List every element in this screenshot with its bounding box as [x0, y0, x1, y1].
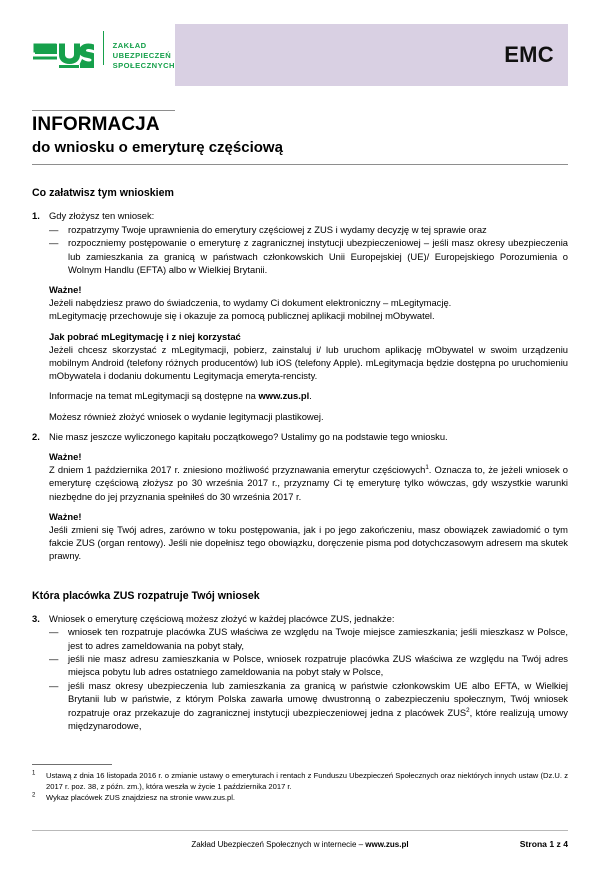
info-link-line [49, 389, 568, 402]
dash-marker: — [49, 680, 59, 692]
institution-line-1: ZAKŁAD [112, 40, 147, 50]
numbered-item-2 [32, 430, 568, 563]
important-label: Ważne! [49, 284, 82, 296]
list-item-text: rozpoczniemy postępowanie o emeryturę z zagranicznej instytucji ubezpieczeniowej – jeśli masz okresy ubezpieczenia lub zamieszkania za granicą w państwach członkowskich Unii Europejskiej (UE)/ Europejskiego Porozumienia o Wolnym Handlu (EFTA) albo w Wielkiej Brytanii. [68, 237, 568, 275]
footnote-item [32, 771, 568, 792]
form-code-band [175, 24, 568, 86]
footnote-number-text: 2 [32, 792, 36, 799]
footer-website-link[interactable]: www.zus.pl [365, 840, 409, 849]
important-line-1: Jeżeli nabędziesz prawo do świadczenia, to wydamy Ci dokument elektroniczny – mLegitymację. [49, 297, 452, 309]
document-page [0, 24, 600, 873]
footnote-number [32, 793, 46, 804]
numbered-item-1 [32, 209, 568, 423]
section-heading-what: Co załatwisz tym wnioskiem [32, 187, 174, 199]
dash-marker: — [49, 237, 59, 249]
list-item-text: rozpatrzymy Twoje uprawnienia do emerytury częściowej z ZUS i wydamy decyzję w tej sprawie oraz [68, 223, 487, 235]
list-item [49, 652, 568, 678]
document-header [32, 24, 568, 86]
footnote-separator-rule [32, 764, 112, 765]
list-item-text: wniosek ten rozpatruje placówka ZUS właściwa ze względu na Twoje miejsce zamieszkania; jeśli mieszkasz w Polsce, jest to adres zameldowania na pobyt stały, [68, 626, 568, 651]
section-heading-which-office: Która placówka ZUS rozpatruje Twój wniosek [32, 589, 260, 602]
title-block [32, 114, 568, 165]
item-1-body [49, 209, 568, 423]
page-subtitle: do wniosku o emeryturę częściową [32, 139, 283, 156]
howto-note [49, 330, 568, 383]
important-line-2: mLegitymację przechowuje się i okazuje za pomocą publicznej aplikacji mobilnej mObywatel. [49, 310, 435, 322]
item-3-number: 3. [32, 612, 40, 624]
item-3-bullet-list [49, 625, 568, 732]
footnote-marker-1: 1 [425, 464, 429, 472]
list-item-text: jeśli nie masz adresu zamieszkania w Polsce, wniosek rozpatruje placówka ZUS właściwa ze względu na Twój adres miejsca pobytu lub adres ostatniego zameldowania na pobyt stały w Polsce, [68, 653, 568, 678]
footer-row [32, 838, 568, 851]
item-3-body [49, 612, 568, 732]
page-title: INFORMACJA [32, 114, 160, 135]
footer-prefix: Zakład Ubezpieczeń Społecznych w internecie – [191, 840, 366, 849]
footnote-number-text: 1 [32, 770, 36, 777]
title-divider-rule [32, 164, 568, 165]
header-divider-rule [32, 110, 175, 111]
important-label: Ważne! [49, 451, 82, 463]
item-2-body [49, 430, 568, 563]
footnote-text: Ustawą z dnia 16 listopada 2016 r. o zmianie ustawy o emeryturach i rentach z Funduszu Ubezpieczeń Społecznych oraz niektórych innych ustaw (Dz.U. z 2017 r. poz. 38, z późn. zm.), która weszła w życie 1 października 2017 r. [46, 771, 568, 791]
important-2a-prefix: Z dniem 1 października 2017 r. zniesiono możliwość przyznawania emerytur częściowych [49, 464, 426, 476]
item-1-lead: Gdy złożysz ten wniosek: [49, 210, 155, 221]
important-text-2a [49, 463, 568, 503]
document-body [32, 186, 568, 732]
important-note-1 [49, 283, 568, 323]
important-2a-suffix: . Oznacza to, że jeżeli wniosek o emeryturę częściową złożysz po 30 września 2017 r., przyznamy Ci tę emeryturę tylko wówczas, gdy wszystkie warunki niezbędne do jej przyznania spełniłeś do 30 września 2017 r. [49, 464, 568, 502]
numbered-item-3 [32, 612, 568, 732]
howto-label: Jak pobrać mLegitymację i z niej korzystać [49, 330, 241, 342]
footnotes-block [32, 764, 568, 805]
list-item [49, 679, 568, 732]
institution-line-2: UBEZPIECZEŃ [112, 50, 172, 60]
important-note-2b [49, 510, 568, 563]
important-label: Ważne! [49, 510, 82, 522]
list-item [49, 223, 568, 236]
list-item-text [68, 679, 568, 732]
info-link-suffix: . [309, 390, 312, 402]
page-footer [32, 830, 568, 851]
logo-divider [103, 31, 104, 65]
item-3-lead: Wniosek o emeryturę częściową możesz złożyć w każdej placówce ZUS, jednakże: [49, 612, 395, 624]
item-2-lead: Nie masz jeszcze wyliczonego kapitału początkowego? Ustalimy go na podstawie tego wniosku. [49, 430, 448, 442]
zus-website-link[interactable]: www.zus.pl [258, 390, 310, 402]
zus-logo-block [32, 24, 175, 86]
footnote-item [32, 793, 568, 804]
institution-name [113, 41, 175, 72]
item-2-number: 2. [32, 430, 40, 442]
dash-marker: — [49, 653, 59, 665]
important-note-2a [49, 450, 568, 503]
zus-logo-icon [32, 41, 94, 71]
bullet-3-suffix: , które realizują umowy międzynarodowe, [68, 706, 568, 731]
institution-line-3: SPOŁECZNYCH [112, 61, 175, 71]
dash-marker: — [49, 626, 59, 638]
page-number: Strona 1 z 4 [519, 839, 568, 849]
dash-marker: — [49, 223, 59, 235]
bullet-3-prefix: jeśli masz okresy ubezpieczenia lub zamieszkania za granicą w państwie członkowskim UE albo EFTA, w Wielkiej Brytanii lub w państwie, z którym Polska zawarła umowę dwustronną o zabezpieczeniu społecznym, Twój wniosek rozpatruje oraz przekazuje do zagranicznej instytucji ubezpieczeniowej jedna z placówek ZUS [68, 680, 568, 718]
list-item [49, 625, 568, 651]
howto-text: Jeżeli chcesz skorzystać z mLegitymacji, pobierz, zainstaluj i/ lub uruchom aplikację mObywatel w swoim urządzeniu mobilnym Android (telefony różnych producentów) lub iOS (telefony Apple). mLegitymacja będzie dostępna po uruchomieniu mObywatela i dodaniu dokumentu Legitymacja emeryta-rencisty. [49, 343, 568, 382]
footnote-marker-2: 2 [466, 706, 470, 714]
important-text-2b: Jeśli zmieni się Twój adres, zarówno w toku postępowania, jak i po jego zakończeniu, masz obowiązek zawiadomić o tym fakcie ZUS (organ rentowy). Jeśli nie dopełnisz tego obowiązku, doręczenie pisma pod dotychczasowym adresem ma skutek prawny. [49, 524, 568, 562]
footer-website-line [32, 838, 568, 851]
list-item [49, 236, 568, 276]
footnote-number [32, 771, 46, 792]
footer-divider-rule [32, 830, 568, 831]
footnote-text: Wykaz placówek ZUS znajdziesz na stronie www.zus.pl. [46, 793, 236, 803]
info-link-prefix: Informacje na temat mLegitymacji są dostępne na [49, 390, 259, 402]
item-1-number: 1. [32, 210, 40, 221]
item-1-bullet-list [49, 223, 568, 276]
form-code: EMC [504, 42, 554, 67]
plastic-card-line: Możesz również złożyć wniosek o wydanie legitymacji plastikowej. [49, 410, 324, 422]
